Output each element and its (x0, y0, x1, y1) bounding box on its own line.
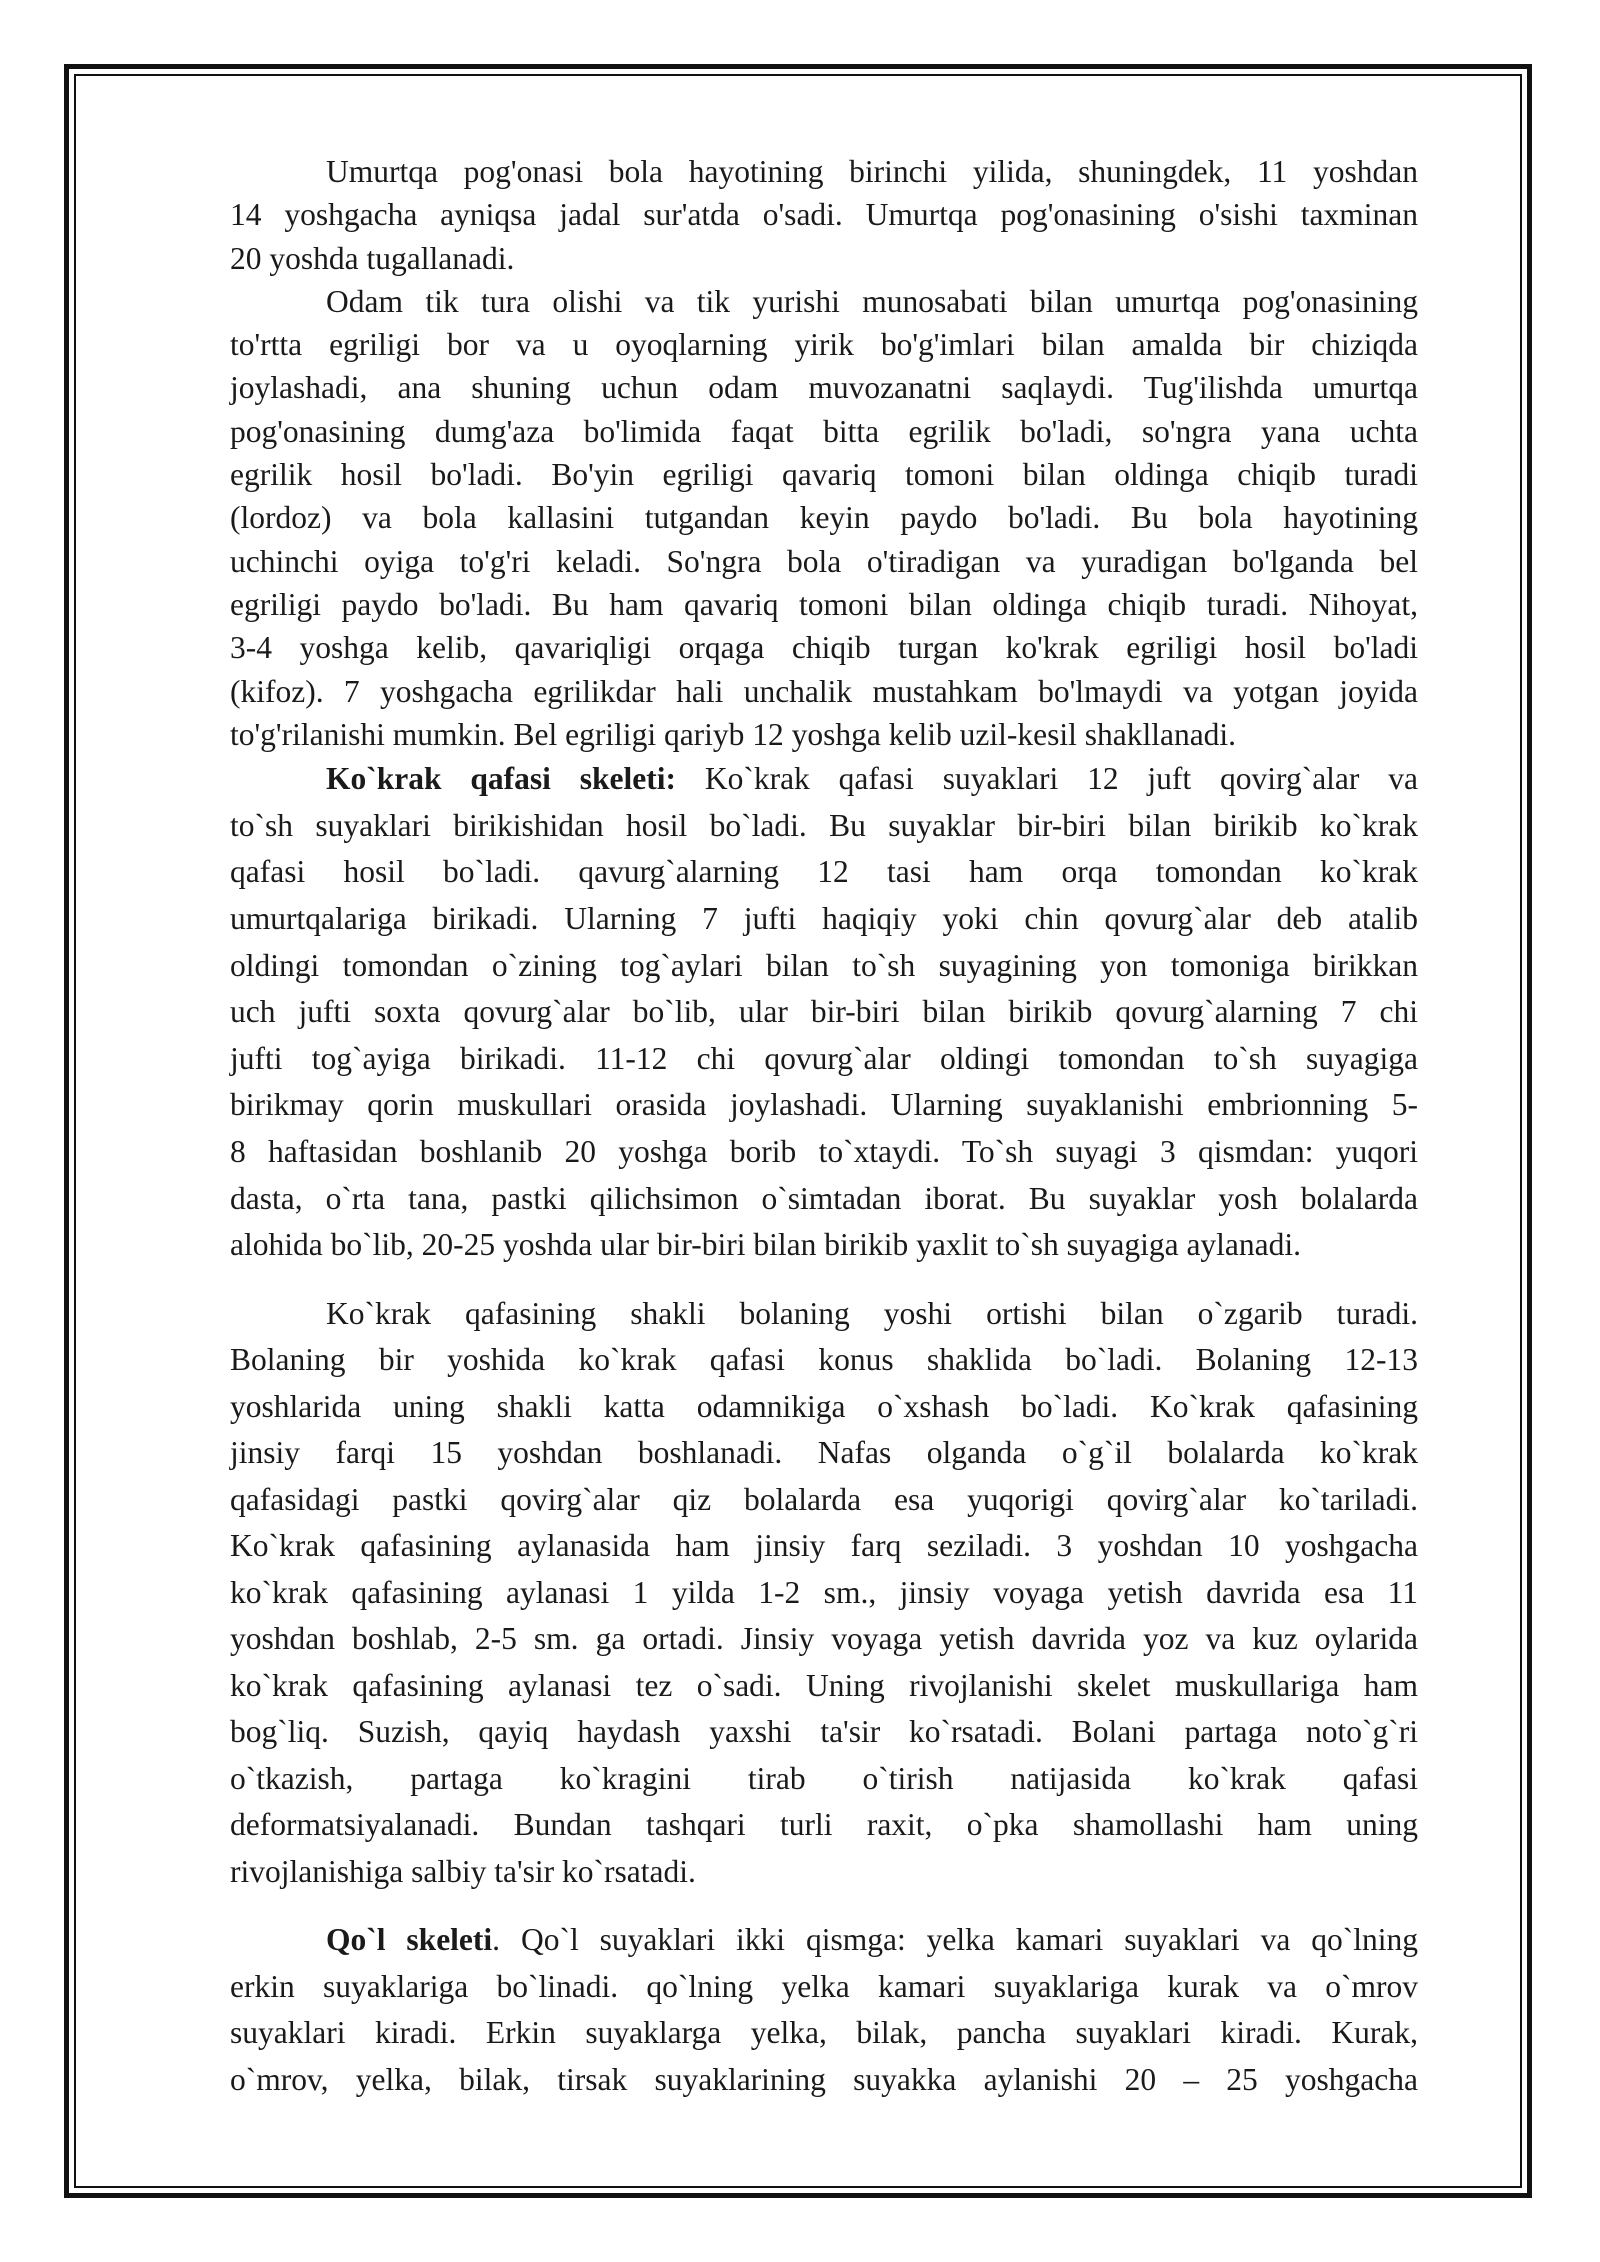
section-heading-chest: Ko`krak qafasi skeleti: (326, 761, 676, 797)
paragraph-chest-shape (230, 1291, 1418, 1896)
paragraph-spine-growth (230, 150, 1418, 280)
text-line: Ko`krak qafasining shakli bolaning yoshi ortishi bilan o`zgarib turadi. (326, 1295, 1418, 1331)
text-line: dasta, o`rta tana, pastki qilichsimon o`simtadan iborat. Bu suyaklar yosh bolalarda (230, 1180, 1418, 1216)
text-line: suyaklari kiradi. Erkin suyaklarga yelka, bilak, pancha suyaklari kiradi. Kurak, (230, 2015, 1418, 2051)
paragraph-arm-skeleton (230, 1917, 1418, 2103)
text-line: to`sh suyaklari birikishidan hosil bo`ladi. Bu suyaklar bir-biri bilan birikib ko`krak (230, 807, 1418, 843)
text-line: yoshlarida uning shakli katta odamnikiga o`xshash bo`ladi. Ko`krak qafasining (230, 1388, 1418, 1424)
text-line: to'rtta egriligi bor va u oyoqlarning yirik bo'g'imlari bilan amalda bir chiziqda (230, 327, 1418, 363)
text-line: Odam tik tura olishi va tik yurishi munosabati bilan umurtqa pog'onasining (326, 283, 1418, 319)
text-line: Bolaning bir yoshida ko`krak qafasi konus shaklida bo`ladi. Bolaning 12-13 (230, 1342, 1418, 1378)
text-line: 20 yoshda tugallanadi. (230, 240, 515, 276)
text-line: uchinchi oyiga to'g'ri keladi. So'ngra bola o'tiradigan va yuradigan bo'lganda bel (230, 543, 1418, 579)
text-line: oldingi tomondan o`zining tog`aylari bilan to`sh suyagining yon tomoniga birikkan (230, 947, 1418, 983)
text-line: jinsiy farqi 15 yoshdan boshlanadi. Nafas olganda o`g`il bolalarda ko`krak (230, 1435, 1418, 1471)
text-line: alohida bo`lib, 20-25 yoshda ular bir-biri bilan birikib yaxlit to`sh suyagiga aylanadi. (230, 1227, 1302, 1263)
text-line (230, 756, 1418, 803)
text-line: qafasidagi pastki qovirg`alar qiz bolalarda esa yuqorigi qovirg`alar ko`tariladi. (230, 1481, 1418, 1517)
document-body (230, 150, 1418, 2103)
text-line: egrilik hosil bo'ladi. Bo'yin egriligi qavariq tomoni bilan oldinga chiqib turadi (230, 457, 1418, 493)
text-run: . Qo`l suyaklari ikki qismga: yelka kamari suyaklari va qo`lning (492, 1922, 1419, 1958)
text-line: birikmay qorin muskullari orasida joylashadi. Ularning suyaklanishi embrionning 5- (230, 1087, 1418, 1123)
text-line: rivojlanishiga salbiy ta'sir ko`rsatadi. (230, 1853, 696, 1889)
paragraph-chest-skeleton (230, 756, 1418, 1269)
text-line: uch jufti soxta qovurg`alar bo`lib, ular bir-biri bilan birikib qovurg`alarning 7 chi (230, 994, 1418, 1030)
text-line: 3-4 yoshga kelib, qavariqligi orqaga chiqib turgan ko'krak egriligi hosil bo'ladi (230, 630, 1418, 666)
text-line: bog`liq. Suzish, qayiq haydash yaxshi ta'sir ko`rsatadi. Bolani partaga noto`g`ri (230, 1714, 1418, 1750)
text-line: joylashadi, ana shuning uchun odam muvozanatni saqlaydi. Tug'ilishda umurtqa (230, 370, 1418, 406)
text-line: 8 haftasidan boshlanib 20 yoshga borib to`xtaydi. To`sh suyagi 3 qismdan: yuqori (230, 1133, 1418, 1169)
text-line: o`tkazish, partaga ko`kragini tirab o`tirish natijasida ko`krak qafasi (230, 1760, 1418, 1796)
text-line: to'g'rilanishi mumkin. Bel egriligi qariyb 12 yoshga kelib uzil-kesil shakllanadi. (230, 716, 1237, 752)
text-line: Umurtqa pog'onasi bola hayotining birinchi yilida, shuningdek, 11 yoshdan (326, 154, 1418, 189)
text-run: Ko`krak qafasi suyaklari 12 juft qovirg`alar va (675, 761, 1418, 797)
paragraph-spine-curves (230, 280, 1418, 756)
text-line: ko`krak qafasining aylanasi tez o`sadi. Uning rivojlanishi skelet muskullariga ham (230, 1667, 1418, 1703)
text-line: pog'onasining dumg'aza bo'limida faqat bitta egrilik bo'ladi, so'ngra yana uchta (230, 413, 1418, 449)
section-heading-arm: Qo`l skeleti (326, 1922, 493, 1958)
text-line: (lordoz) va bola kallasini tutgandan keyin paydo bo'ladi. Bu bola hayotining (230, 500, 1418, 536)
text-line: o`mrov, yelka, bilak, tirsak suyaklarining suyakka aylanishi 20 – 25 yoshgacha (230, 2061, 1418, 2097)
text-line: qafasi hosil bo`ladi. qavurg`alarning 12 tasi ham orqa tomondan ko`krak (230, 854, 1418, 890)
text-line: Ko`krak qafasining aylanasida ham jinsiy farq seziladi. 3 yoshdan 10 yoshgacha (230, 1528, 1418, 1564)
text-line: erkin suyaklariga bo`linadi. qo`lning yelka kamari suyaklariga kurak va o`mrov (230, 1968, 1418, 2004)
text-line: egriligi paydo bo'ladi. Bu ham qavariq tomoni bilan oldinga chiqib turadi. Nihoyat, (230, 586, 1418, 622)
text-line: jufti tog`ayiga birikadi. 11-12 chi qovurg`alar oldingi tomondan to`sh suyagiga (230, 1040, 1418, 1076)
text-line: ko`krak qafasining aylanasi 1 yilda 1-2 sm., jinsiy voyaga yetish davrida esa 11 (230, 1574, 1418, 1610)
text-line (230, 1917, 1418, 1964)
text-line: (kifoz). 7 yoshgacha egrilikdar hali unchalik mustahkam bo'lmaydi va yotgan joyida (230, 673, 1418, 709)
text-line: umurtqalariga birikadi. Ularning 7 jufti haqiqiy yoki chin qovurg`alar deb atalib (230, 900, 1418, 936)
text-line: 14 yoshgacha ayniqsa jadal sur'atda o'sadi. Umurtqa pog'onasining o'sishi taxminan (230, 197, 1418, 233)
text-line: yoshdan boshlab, 2-5 sm. ga ortadi. Jinsiy voyaga yetish davrida yoz va kuz oylarida (230, 1621, 1418, 1657)
text-line: deformatsiyalanadi. Bundan tashqari turli raxit, o`pka shamollashi ham uning (230, 1807, 1418, 1843)
